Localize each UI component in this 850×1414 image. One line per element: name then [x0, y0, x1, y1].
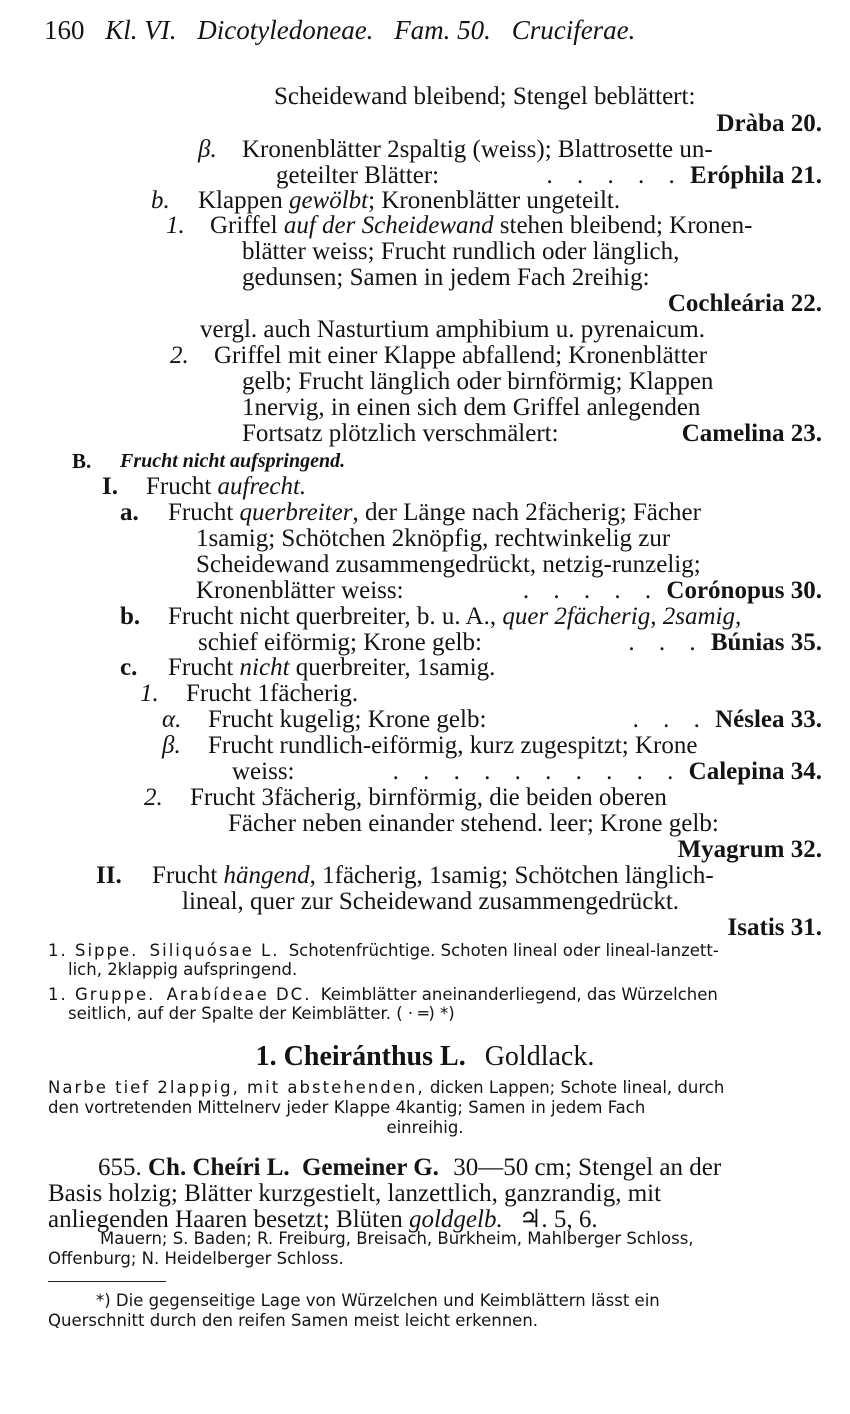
- key-text: querbreiter, 1samig.: [295, 654, 496, 681]
- header-name: Cruciferae.: [511, 15, 636, 45]
- key-text: ; Kronenblätter ungeteilt.: [368, 187, 621, 214]
- sippe-label: 1. Sippe.: [48, 941, 139, 960]
- key-text-italic: quer 2fächerig, 2samig,: [502, 603, 742, 630]
- footnote-text: Querschnitt durch den reifen Samen meist leicht erkennen.: [48, 1311, 539, 1330]
- key-text: Frucht: [152, 862, 218, 889]
- key-line: Griffel mit einer Klappe abfallend; Kronenblätter: [214, 342, 708, 369]
- footnote-text: *) Die gegenseitige Lage von Würzelchen und Keimblättern lässt ein: [96, 1291, 660, 1310]
- key-text: Frucht kugelig; Krone gelb:: [208, 706, 487, 733]
- genus-ref: Camelina 23.: [681, 420, 822, 447]
- key-line: [168, 604, 822, 629]
- genus-description: [48, 1080, 724, 1097]
- genus-title: 1. Cheiránthus L.: [255, 1041, 466, 1072]
- key-line: Fächer neben einander stehend. leer; Krone gelb:: [228, 810, 719, 837]
- key-mark: a.: [120, 499, 139, 526]
- species-localities: Mauern; S. Baden; R. Freiburg, Breisach, Burkheim, Mahlberger Schloss,: [100, 1229, 694, 1248]
- key-line: Scheidewand zusammengedrückt, netzig-runzelig;: [196, 551, 701, 578]
- key-mark: 2.: [170, 342, 189, 369]
- species-common-name: Gemeiner G.: [301, 1154, 439, 1181]
- genus-ref: Calepina 34.: [688, 758, 822, 785]
- species-flower-color: goldgelb.: [408, 1206, 503, 1233]
- key-text: Fortsatz plötzlich verschmälert:: [242, 420, 559, 447]
- key-text-italic: aufrecht.: [217, 473, 307, 500]
- key-genus-isatis: Isatis 31.: [727, 914, 822, 941]
- key-line: [152, 863, 822, 888]
- key-line: [146, 474, 306, 499]
- genus-text: dicken Lappen; Schote lineal, durch: [429, 1078, 725, 1097]
- page-number: 160: [44, 15, 85, 45]
- key-text: geteilter Blätter:: [276, 162, 440, 189]
- species-line: Basis holzig; Blätter kurzgestielt, lanzettlich, ganzrandig, mit: [48, 1180, 662, 1207]
- key-line: [168, 500, 822, 525]
- key-line: Frucht 1fächerig.: [186, 680, 359, 707]
- key-line: [232, 759, 822, 784]
- key-genus-cochlearia: Cochleária 22.: [667, 290, 822, 317]
- key-text-italic: nicht: [239, 654, 290, 681]
- species-name: Ch. Cheíri L.: [148, 1154, 290, 1181]
- key-text: weiss:: [232, 758, 295, 785]
- key-text-italic: querbreiter: [239, 499, 353, 526]
- key-line: 1samig; Schötchen 2knöpfig, rechtwinkelig zur: [196, 525, 671, 552]
- key-line: gelb; Frucht länglich oder birnförmig; Klappen: [242, 368, 714, 395]
- genus-description: den vortretenden Mittelnerv jeder Klappe 4kantig; Samen in jedem Fach: [48, 1098, 646, 1117]
- key-line: [242, 421, 822, 446]
- key-line: [208, 707, 822, 732]
- sippe-text: Schotenfrüchtige. Schoten lineal oder lineal-lanzett-: [288, 941, 719, 960]
- key-text-italic: gewölbt: [288, 187, 369, 214]
- leader-dots: . . . . .: [546, 162, 684, 189]
- key-text: stehen bleibend; Kronen-: [499, 212, 753, 239]
- key-line: vergl. auch Nasturtium amphibium u. pyrenaicum.: [200, 316, 705, 343]
- header-group: Dicotyledoneae.: [197, 15, 374, 45]
- genus-ref: Corónopus 30.: [666, 577, 822, 604]
- key-text: Frucht: [146, 473, 212, 500]
- gruppe-heading: [48, 987, 718, 1004]
- key-line: Frucht rundlich-eiförmig, kurz zugespitzt; Krone: [208, 732, 698, 759]
- key-text-italic: auf der Scheidewand: [283, 212, 494, 239]
- key-mark: II.: [96, 862, 122, 889]
- key-mark: α.: [162, 706, 182, 733]
- key-mark: I.: [102, 473, 118, 500]
- key-text: Griffel: [210, 212, 278, 239]
- gruppe-text: seitlich, auf der Spalte der Keimblätter. ( · ═) *): [68, 1004, 455, 1023]
- key-line: [198, 630, 822, 655]
- key-text: , der Länge nach 2fächerig; Fächer: [352, 499, 701, 526]
- key-mark: 2.: [144, 784, 163, 811]
- genus-ref: Búnias 35.: [710, 629, 822, 656]
- key-text: Frucht nicht querbreiter, b. u. A.,: [168, 603, 497, 630]
- genus-ref: Eróphila 21.: [690, 162, 822, 189]
- key-line: blätter weiss; Frucht rundlich oder länglich,: [242, 238, 680, 265]
- genus-ref: Dràba 20.: [716, 110, 822, 137]
- key-mark: c.: [120, 654, 138, 681]
- key-line: [274, 84, 822, 109]
- gruppe-name: Arabídeae DC.: [166, 985, 312, 1004]
- key-text: Frucht: [168, 654, 234, 681]
- key-text: schief eiförmig; Krone gelb:: [198, 629, 482, 656]
- species-line: [98, 1155, 721, 1180]
- species-text: 30—50 cm; Stengel an der: [453, 1154, 722, 1181]
- key-text: , 1fächerig, 1samig; Schötchen länglich-: [309, 862, 714, 889]
- key-mark: 1.: [140, 680, 159, 707]
- key-line: [168, 655, 495, 680]
- leader-dots: . . .: [632, 706, 709, 733]
- key-text-italic: hängend: [223, 862, 310, 889]
- key-genus-myagrum: Myagrum 32.: [677, 836, 822, 863]
- key-text: Klappen: [198, 187, 283, 214]
- header-family: Fam. 50.: [394, 15, 491, 45]
- species-localities: Offenburg; N. Heidelberger Schloss.: [48, 1249, 344, 1268]
- species-number: 655.: [98, 1154, 142, 1181]
- key-mark: β.: [198, 136, 217, 163]
- key-mark: b.: [151, 187, 170, 214]
- key-line: 1nervig, in einen sich dem Griffel anlegenden: [242, 394, 701, 421]
- sippe-heading: [48, 943, 719, 960]
- key-text: Scheidewand bleibend; Stengel beblättert:: [274, 83, 696, 110]
- key-mark: β.: [162, 732, 181, 759]
- key-genus-draba: [274, 111, 822, 136]
- key-line: [196, 578, 822, 603]
- key-heading: Frucht nicht aufspringend.: [120, 450, 346, 472]
- genus-description: einreihig.: [386, 1118, 464, 1137]
- genus-common-name: Goldlack.: [484, 1041, 595, 1072]
- key-text: Frucht: [168, 499, 234, 526]
- species-text: anliegenden Haaren besetzt; Blüten: [48, 1206, 403, 1233]
- sippe-text: lich, 2klappig aufspringend.: [68, 960, 298, 979]
- key-line: Frucht 3fächerig, birnförmig, die beiden oberen: [190, 784, 667, 811]
- key-mark: B.: [72, 449, 92, 473]
- footnote-rule: [48, 1281, 166, 1282]
- key-line: Kronenblätter 2spaltig (weiss); Blattrosette un-: [242, 136, 713, 163]
- key-text: Kronenblätter weiss:: [196, 577, 404, 604]
- sippe-name: Siliquósae L.: [149, 941, 280, 960]
- gruppe-text: Keimblätter aneinanderliegend, das Würzelchen: [320, 985, 718, 1004]
- key-line: [276, 163, 822, 188]
- genus-text-spaced: Narbe tief 2lappig, mit abstehenden,: [48, 1078, 425, 1097]
- genus-heading: [0, 1043, 850, 1071]
- leader-dots: . . . . . . . . . .: [392, 758, 683, 785]
- key-line: gedunsen; Samen in jedem Fach 2reihig:: [242, 264, 650, 291]
- gruppe-label: 1. Gruppe.: [48, 985, 156, 1004]
- leader-dots: . . .: [628, 629, 705, 656]
- species-flowering: ♃. 5, 6.: [518, 1206, 598, 1233]
- leader-dots: . . . . .: [522, 577, 661, 604]
- key-mark: 1.: [166, 212, 185, 239]
- key-line: [210, 213, 822, 238]
- header-class: Kl. VI.: [105, 15, 177, 45]
- key-line: lineal, quer zur Scheidewand zusammengedrückt.: [182, 888, 680, 915]
- genus-ref: Néslea 33.: [715, 706, 822, 733]
- key-mark: b.: [120, 603, 141, 630]
- running-header: [44, 17, 635, 44]
- key-line: [198, 188, 620, 213]
